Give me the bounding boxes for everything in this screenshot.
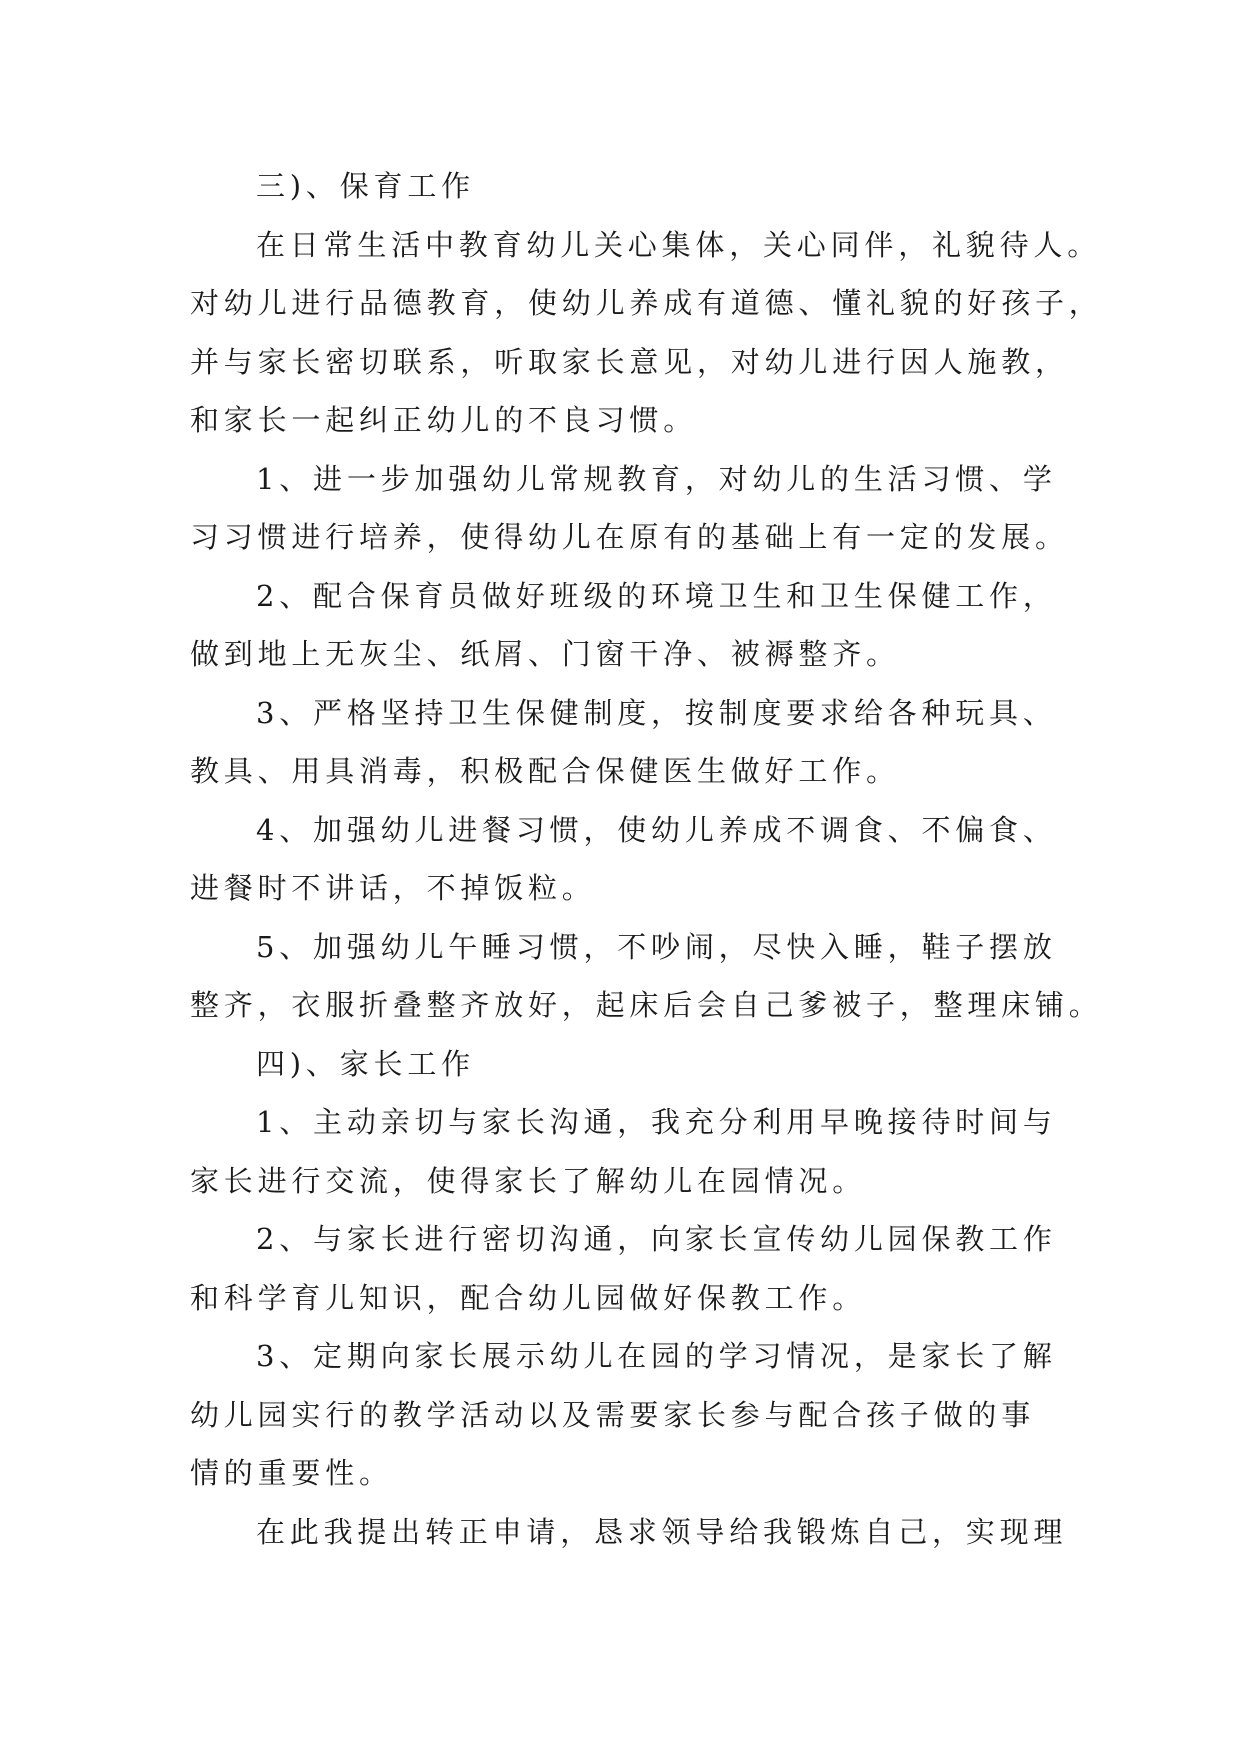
list-item-line: 教具、用具消毒，积极配合保健医生做好工作。 [190,754,900,788]
list-item-line: 3、定期向家长展示幼儿在园的学习情况，是家长了解 [256,1339,1057,1373]
list-item-line: 习习惯进行培养，使得幼儿在原有的基础上有一定的发展。 [190,520,1069,554]
paragraph-line: 和家长一起纠正幼儿的不良习惯。 [190,403,698,437]
paragraph-line: 对幼儿进行品德教育，使幼儿养成有道德、懂礼貌的好孩子， [190,286,1103,320]
list-item-line: 做到地上无灰尘、纸屑、门窗干净、被褥整齐。 [190,637,900,671]
list-item-line: 幼儿园实行的教学活动以及需要家长参与配合孩子做的事 [190,1397,1036,1432]
list-item-line: 和科学育儿知识，配合幼儿园做好保教工作。 [190,1280,867,1315]
list-item-line: 2、配合保育员做好班级的环境卫生和卫生保健工作， [256,578,1057,613]
list-item-line: 1、主动亲切与家长沟通，我充分利用早晚接待时间与 [256,1105,1057,1139]
list-item-line: 3、严格坚持卫生保健制度，按制度要求给各种玩具、 [256,695,1057,730]
body-text [190,157,1103,1561]
list-item-line: 整齐，衣服折叠整齐放好，起床后会自己爹被子，整理床铺。 [190,988,1103,1022]
paragraph-line: 并与家长密切联系，听取家长意见，对幼儿进行因人施教， [190,344,1069,379]
list-item-line: 进餐时不讲话，不掉饭粒。 [190,871,596,905]
list-item-line: 1、进一步加强幼儿常规教育，对幼儿的生活习惯、学 [256,461,1057,496]
paragraph-line: 在日常生活中教育幼儿关心集体，关心同伴，礼貌待人。 [256,227,1102,262]
list-item-line: 5、加强幼儿午睡习惯，不吵闹，尽快入睡，鞋子摆放 [256,929,1057,964]
list-item-line: 4、加强幼儿进餐习惯，使幼儿养成不调食、不偏食、 [256,812,1057,847]
list-item-line: 家长进行交流，使得家长了解幼儿在园情况。 [190,1163,867,1198]
list-item-line: 2、与家长进行密切沟通，向家长宣传幼儿园保教工作 [256,1222,1057,1256]
section-heading-parents: 四)、家长工作 [256,1046,475,1081]
section-heading-childcare: 三)、保育工作 [256,169,475,203]
paragraph-line: 在此我提出转正申请，恳求领导给我锻炼自己，实现理 [256,1514,1068,1549]
list-item-line: 情的重要性。 [190,1456,393,1490]
